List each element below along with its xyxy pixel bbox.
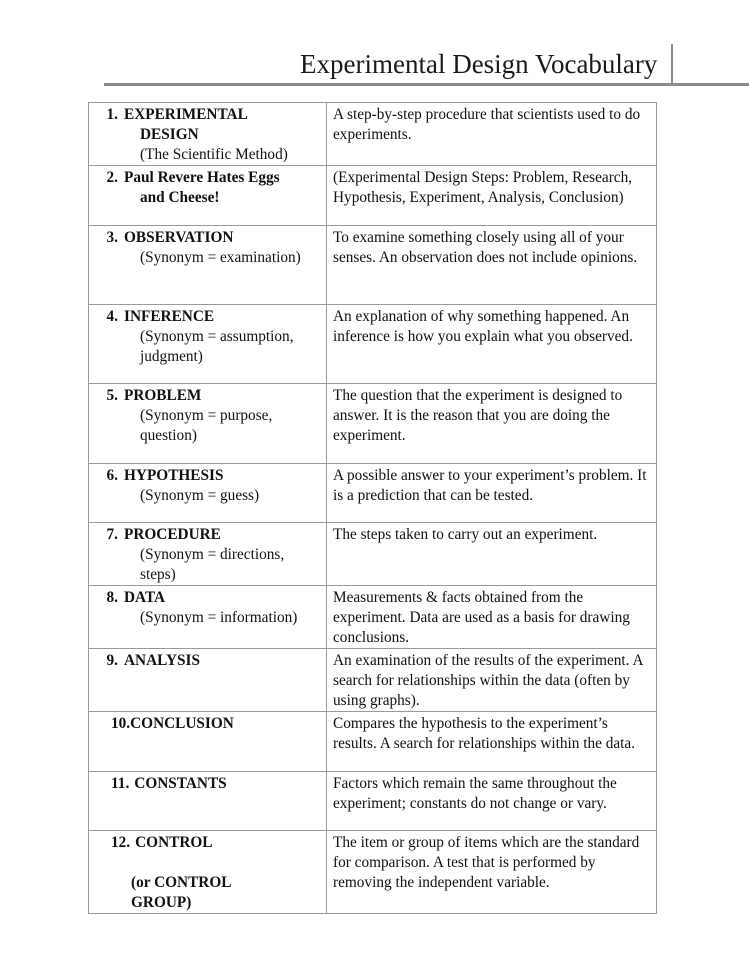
term-synonym: (Synonym = guess) bbox=[140, 487, 260, 504]
term-number: 11. bbox=[111, 775, 130, 792]
table-row bbox=[89, 305, 657, 384]
table-row bbox=[89, 649, 657, 712]
term: DATA bbox=[124, 589, 166, 606]
term-number: 12. bbox=[111, 834, 131, 851]
term-cell bbox=[89, 523, 327, 586]
term-number: 10. bbox=[111, 715, 131, 732]
table-row bbox=[89, 226, 657, 305]
term-number: 8. bbox=[106, 589, 118, 606]
definition-cell: The item or group of items which are the standard for comparison. A test that is performed by removing the independent variable. bbox=[327, 831, 657, 914]
term-continued: DESIGN bbox=[140, 126, 199, 143]
term: CONCLUSION bbox=[130, 715, 234, 732]
definition-cell: Measurements & facts obtained from the experiment. Data are used as a basis for drawing conclusions. bbox=[327, 586, 657, 649]
term: ANALYSIS bbox=[124, 652, 200, 669]
definition-cell: To examine something closely using all of your senses. An observation does not include opinions. bbox=[327, 226, 657, 305]
term-number: 5. bbox=[106, 387, 118, 404]
term-number: 4. bbox=[106, 308, 118, 325]
table-row bbox=[89, 103, 657, 166]
definition-cell: The question that the experiment is designed to answer. It is the reason that you are doing the experiment. bbox=[327, 384, 657, 464]
term: PROCEDURE bbox=[124, 526, 221, 543]
term-number: 1. bbox=[106, 106, 118, 123]
term-cell bbox=[89, 649, 327, 712]
term-synonym-continued: judgment) bbox=[140, 348, 203, 365]
term-alternate: (or CONTROL bbox=[131, 874, 232, 891]
definition-cell: An explanation of why something happened. An inference is how you explain what you observed. bbox=[327, 305, 657, 384]
term-number: 3. bbox=[106, 229, 118, 246]
table-row bbox=[89, 772, 657, 831]
definition-cell: Factors which remain the same throughout the experiment; constants do not change or vary. bbox=[327, 772, 657, 831]
term-synonym: (The Scientific Method) bbox=[140, 146, 288, 163]
term: CONSTANTS bbox=[134, 775, 227, 792]
term-cell bbox=[89, 305, 327, 384]
term-number: 7. bbox=[106, 526, 118, 543]
term-continued: and Cheese! bbox=[140, 189, 220, 206]
table-row bbox=[89, 166, 657, 226]
term-number: 9. bbox=[106, 652, 118, 669]
header-rule bbox=[104, 83, 749, 86]
term-number: 2. bbox=[106, 169, 118, 186]
definition-cell: A step-by-step procedure that scientists used to do experiments. bbox=[327, 103, 657, 166]
term-synonym: (Synonym = information) bbox=[140, 609, 298, 626]
table-row bbox=[89, 831, 657, 914]
term: INFERENCE bbox=[124, 308, 215, 325]
term-synonym-continued: question) bbox=[140, 427, 197, 444]
term-synonym: (Synonym = directions, bbox=[140, 546, 285, 563]
term: PROBLEM bbox=[124, 387, 202, 404]
header-vertical-divider bbox=[671, 44, 673, 85]
term-alternate-continued: GROUP) bbox=[131, 894, 192, 911]
table-row bbox=[89, 523, 657, 586]
term-synonym-continued: steps) bbox=[140, 566, 176, 583]
term: HYPOTHESIS bbox=[124, 467, 224, 484]
term-cell bbox=[89, 384, 327, 464]
term-synonym: (Synonym = purpose, bbox=[140, 407, 273, 424]
term-cell bbox=[89, 831, 327, 914]
vocabulary-table bbox=[88, 102, 657, 914]
term-cell bbox=[89, 586, 327, 649]
definition-cell: Compares the hypothesis to the experiment’s results. A search for relationships within the data. bbox=[327, 712, 657, 772]
definition-cell: The steps taken to carry out an experiment. bbox=[327, 523, 657, 586]
term-cell bbox=[89, 772, 327, 831]
term-synonym: (Synonym = assumption, bbox=[140, 328, 294, 345]
definition-cell: (Experimental Design Steps: Problem, Research, Hypothesis, Experiment, Analysis, Conclusion) bbox=[327, 166, 657, 226]
term-number: 6. bbox=[106, 467, 118, 484]
term: CONTROL bbox=[135, 834, 213, 851]
spacer bbox=[95, 853, 322, 873]
term-cell bbox=[89, 464, 327, 523]
term-cell bbox=[89, 712, 327, 772]
definition-cell: A possible answer to your experiment’s problem. It is a prediction that can be tested. bbox=[327, 464, 657, 523]
term-cell bbox=[89, 166, 327, 226]
term: EXPERIMENTAL bbox=[124, 106, 248, 123]
term: OBSERVATION bbox=[124, 229, 234, 246]
page-title: Experimental Design Vocabulary bbox=[300, 49, 658, 79]
definition-cell: An examination of the results of the experiment. A search for relationships within the data (often by using graphs). bbox=[327, 649, 657, 712]
table-row bbox=[89, 712, 657, 772]
term-synonym: (Synonym = examination) bbox=[140, 249, 301, 266]
term: Paul Revere Hates Eggs bbox=[124, 169, 280, 186]
term-cell bbox=[89, 226, 327, 305]
table-row bbox=[89, 384, 657, 464]
table-row bbox=[89, 586, 657, 649]
table-row bbox=[89, 464, 657, 523]
term-cell bbox=[89, 103, 327, 166]
